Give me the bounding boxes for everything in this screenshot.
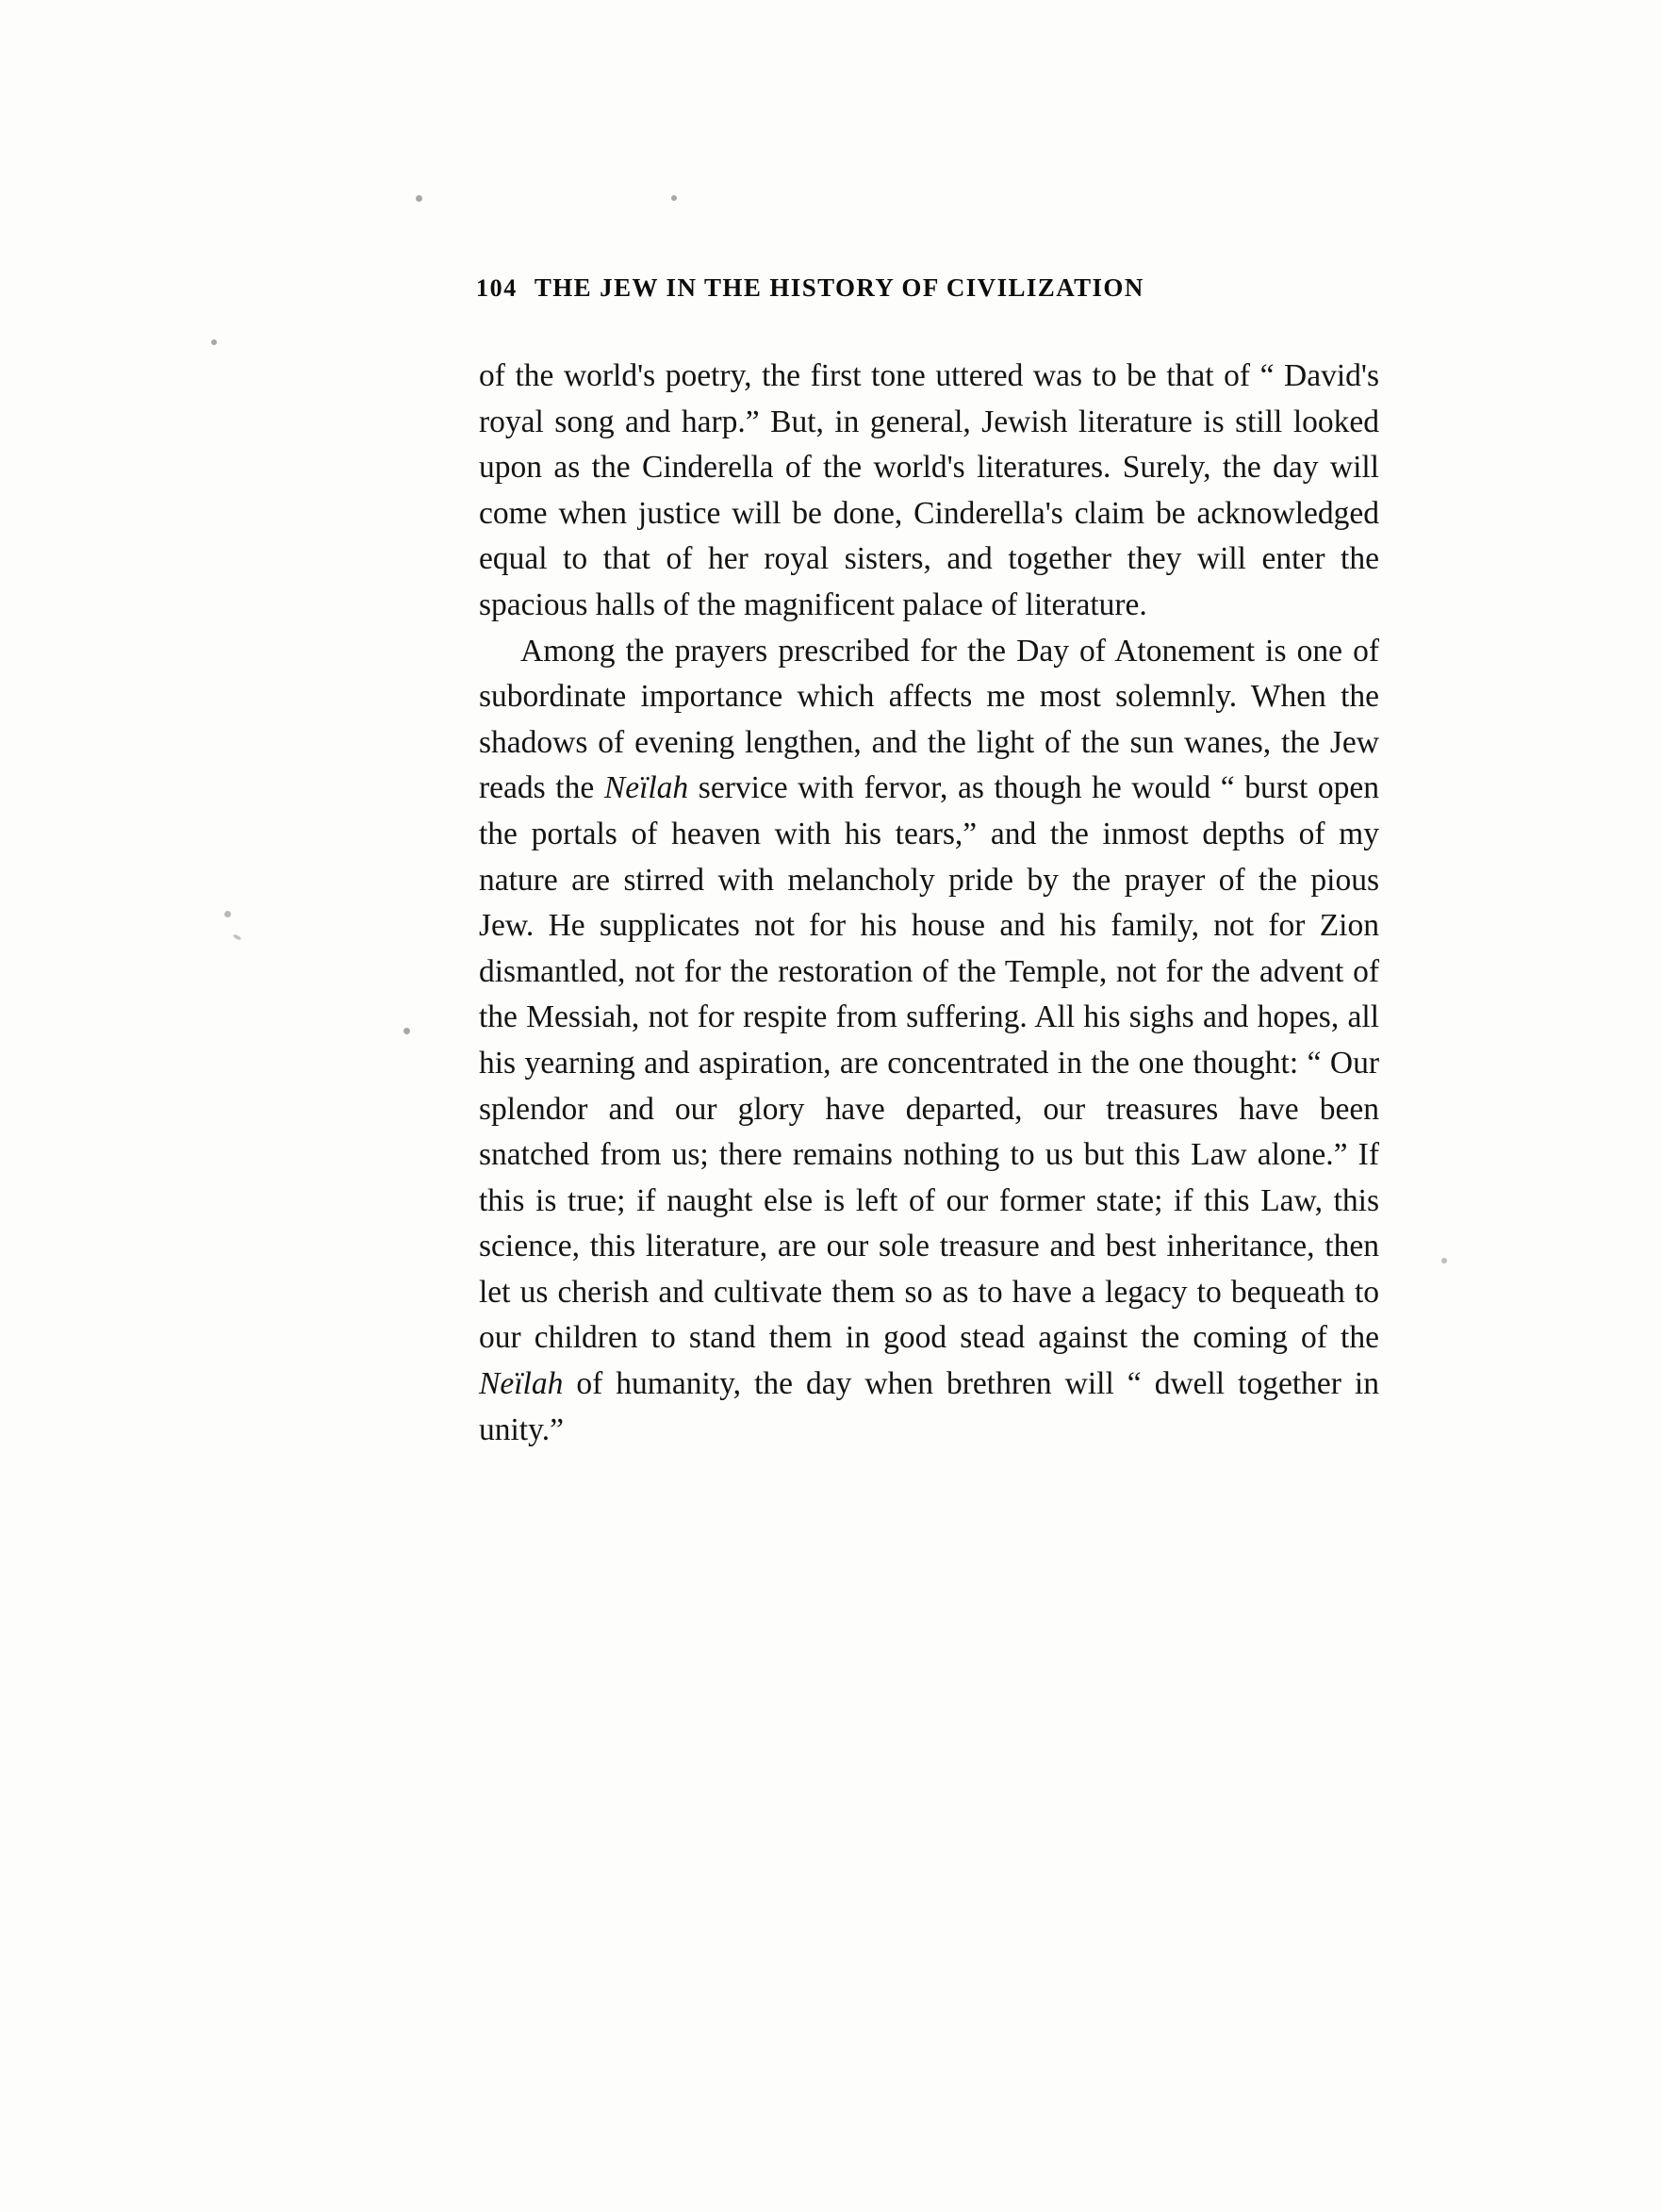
running-title: THE JEW IN THE HISTORY OF CIVILIZATION [534, 273, 1144, 302]
paragraph [479, 629, 1379, 1454]
text-run: of the world's poetry, the first tone uttered was to be that of “ David's royal song and harp.” But, in general, Jewish literature is still looked upon as the Cinderella of the world's literatures. Surely, the day will come when justice will be done, Cinderella's claim be acknowledged equal to that of her royal sisters, and together they will enter the spacious halls of the magnificent palace of literature. [479, 358, 1379, 622]
italic-term: Neïlah [479, 1366, 564, 1402]
print-speck [403, 1028, 410, 1034]
page-number: 104 [476, 274, 518, 302]
text-run: service with fervor, as though he would “ burst open the portals of heaven with his tears,” and the inmost depths of my nature are stirred with melancholy pride by the prayer of the pious Jew. He supplicates not for his house and his family, not for Zion dismantled, not for the restoration of the Temple, not for the advent of the Messiah, not for respite from suffering. All his sighs and hopes, all his yearning and aspiration, are concentrated in the one thought: “ Our splendor and our glory have departed, our treasures have been snatched from us; there remains nothing to us but this Law alone.” If this is true; if naught else is left of our former state; if this Law, this science, this literature, are our sole treasure and best inheritance, then let us cherish and cultivate them so as to have a legacy to bequeath to our children to stand them in good stead against the coming of the [479, 770, 1380, 1356]
print-speck [416, 195, 422, 202]
print-speck [211, 339, 217, 345]
print-speck [1441, 1258, 1447, 1263]
print-speck [224, 911, 231, 917]
body-text-block [479, 354, 1379, 1453]
print-speck [671, 195, 677, 201]
text-run: of humanity, the day when brethren will “ dwell together in unity.” [479, 1366, 1379, 1447]
running-head [476, 273, 1325, 303]
italic-term: Neïlah [603, 770, 689, 806]
text-run: Among the prayers prescribed for the Day of Atonement is one of subordinate importance which affects me most solemnly. When the shadows of evening lengthen, and the light of the sun wanes, the Jew reads the [479, 633, 1379, 806]
paragraph [479, 354, 1379, 629]
print-speck [233, 933, 242, 941]
